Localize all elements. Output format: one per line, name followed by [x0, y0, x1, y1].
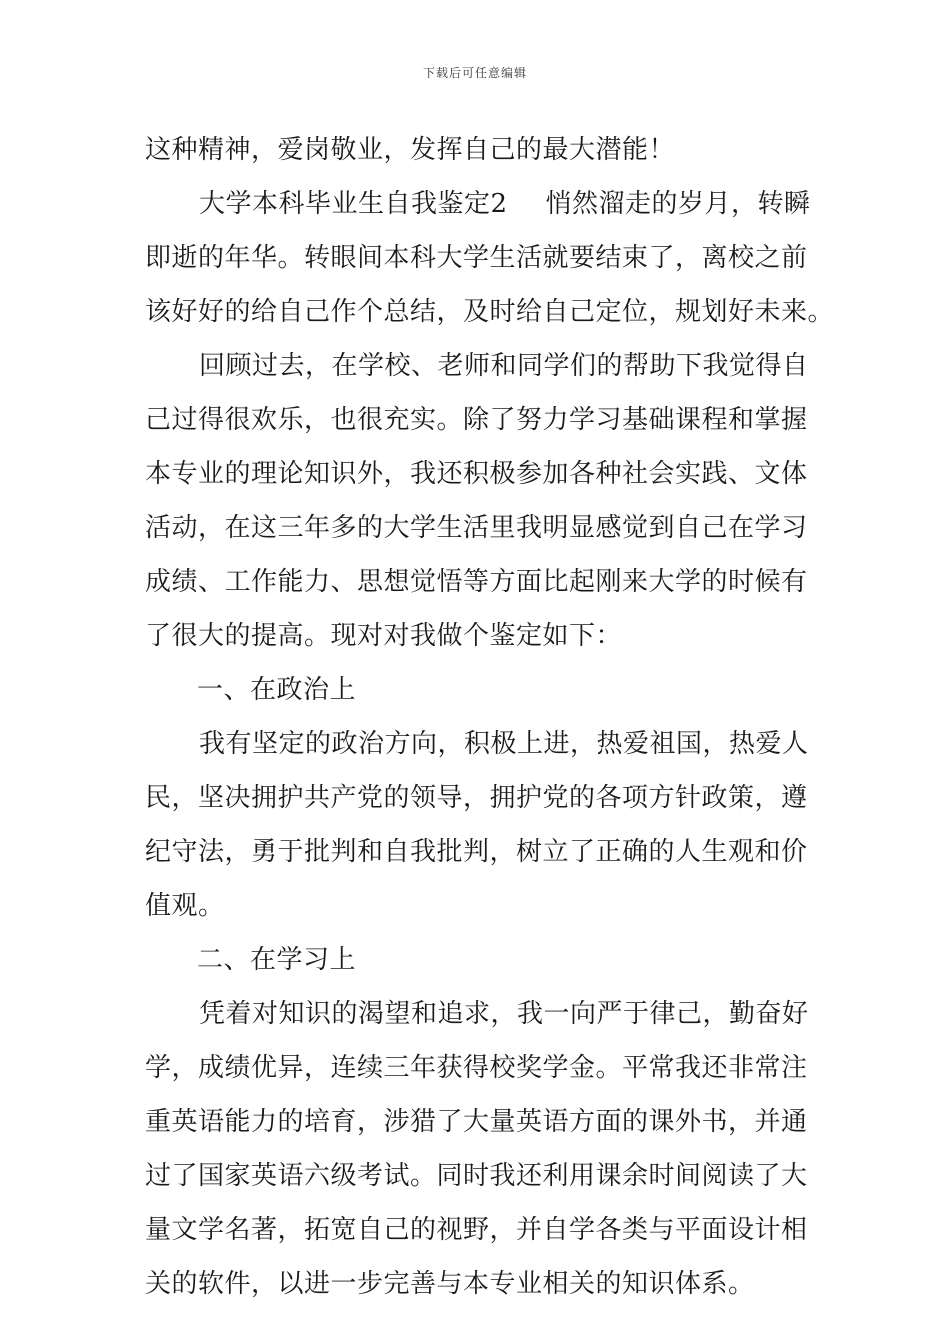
text-line: 量文学名著，拓宽自己的视野，并自学各类与平面设计相 [145, 1215, 808, 1245]
text-line: 民，坚决拥护共产党的领导，拥护党的各项方针政策，遵 [145, 783, 808, 813]
text-line: 重英语能力的培育，涉猎了大量英语方面的课外书，并通 [145, 1107, 808, 1137]
section-title-line [145, 177, 811, 231]
text-line: 本专业的理论知识外，我还积极参加各种社会实践、文体 [145, 459, 808, 489]
text-line: 这种精神，爱岗敬业，发挥自己的最大潜能！ [145, 135, 676, 165]
text-line: 关的软件，以进一步完善与本专业相关的知识体系。 [145, 1269, 755, 1299]
text-line: 纪守法，勇于批判和自我批判，树立了正确的人生观和价 [145, 837, 808, 867]
section-title: 大学本科毕业生自我鉴定2 [199, 189, 508, 219]
text-line: 该好好的给自己作个总结，及时给自己定位，规划好未来。 [145, 297, 835, 327]
section-heading-study: 二、在学习上 [197, 945, 357, 975]
text-line: 活动，在这三年多的大学生活里我明显感觉到自己在学习 [145, 513, 808, 543]
text-line: 过了国家英语六级考试。同时我还利用课余时间阅读了大 [145, 1161, 808, 1191]
paragraph-start: 回顾过去，在学校、老师和同学们的帮助下我觉得自 [199, 351, 809, 381]
text-line: 即逝的年华。转眼间本科大学生活就要结束了，离校之前 [145, 243, 808, 273]
paragraph-start: 凭着对知识的渴望和追求，我一向严于律己，勤奋好 [199, 999, 809, 1029]
text-line: 了很大的提高。现对对我做个鉴定如下： [145, 621, 623, 651]
text-fragment: 悄然溜走的岁月，转瞬 [545, 189, 811, 219]
text-line: 学，成绩优异，连续三年获得校奖学金。平常我还非常注 [145, 1053, 808, 1083]
text-line: 己过得很欢乐，也很充实。除了努力学习基础课程和掌握 [145, 405, 808, 435]
header-note: 下载后可任意编辑 [422, 66, 527, 80]
text-line: 值观。 [145, 891, 225, 921]
text-line: 成绩、工作能力、思想觉悟等方面比起刚来大学的时候有 [145, 567, 808, 597]
paragraph-start: 我有坚定的政治方向，积极上进，热爱祖国，热爱人 [199, 729, 809, 759]
section-heading-politics: 一、在政治上 [197, 675, 357, 705]
document-body [145, 123, 835, 1311]
